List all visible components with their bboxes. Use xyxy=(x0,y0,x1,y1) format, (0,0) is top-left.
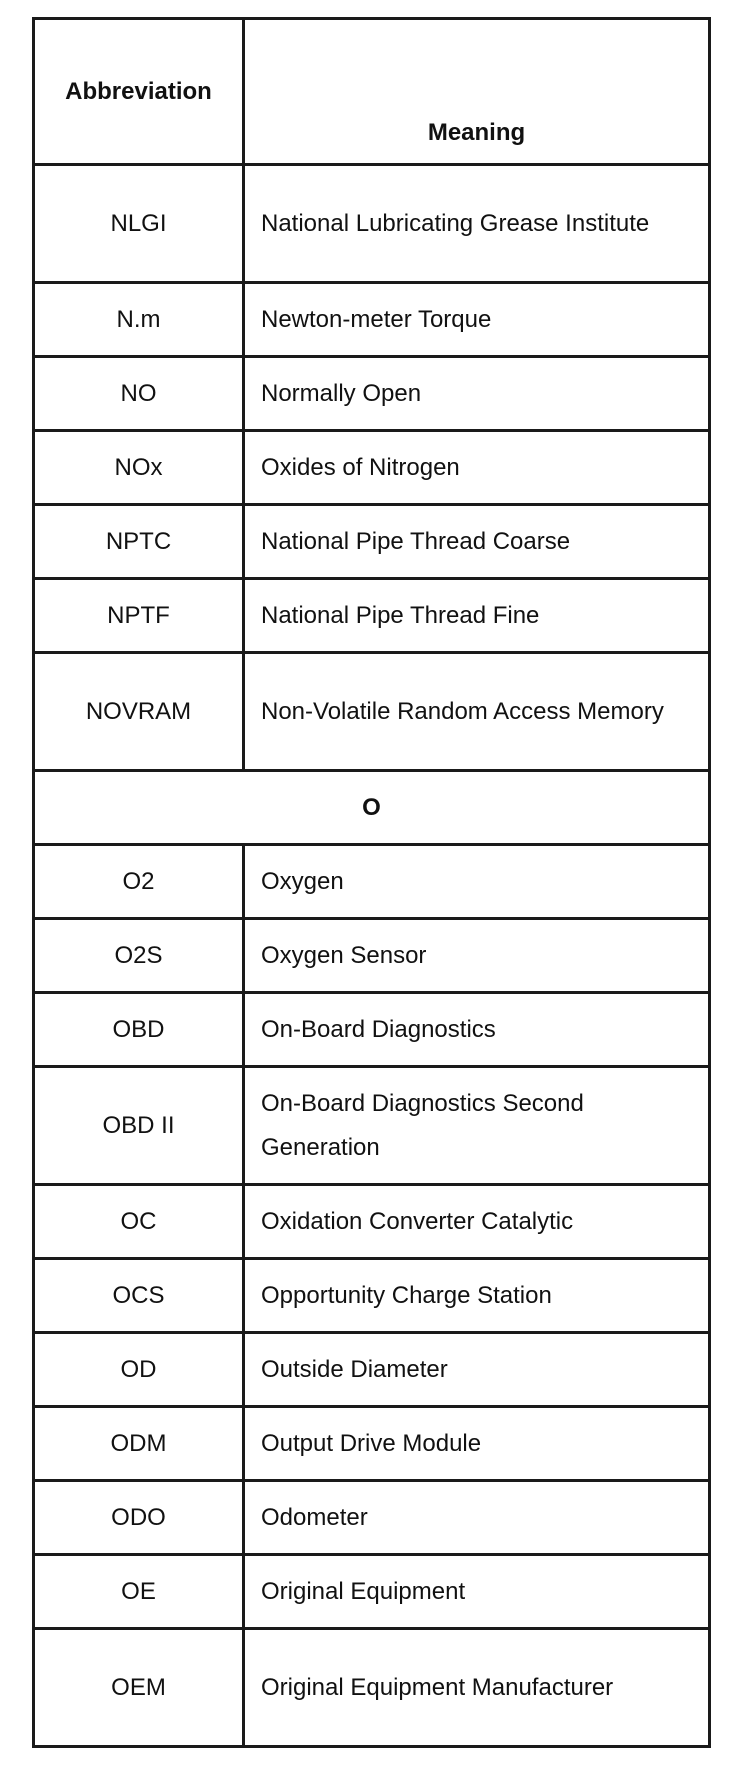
abbr-cell: OCS xyxy=(34,1259,244,1333)
table-row xyxy=(34,283,710,357)
abbr-cell: OE xyxy=(34,1555,244,1629)
abbr-cell: NPTC xyxy=(34,505,244,579)
table-row xyxy=(34,505,710,579)
meaning-cell: Output Drive Module xyxy=(244,1407,710,1481)
abbr-cell: N.m xyxy=(34,283,244,357)
meaning-cell: Newton-meter Torque xyxy=(244,283,710,357)
meaning-cell: Normally Open xyxy=(244,357,710,431)
table-row xyxy=(34,919,710,993)
meaning-cell: Oxygen Sensor xyxy=(244,919,710,993)
meaning-cell: Oxidation Converter Catalytic xyxy=(244,1185,710,1259)
table-row xyxy=(34,1067,710,1185)
abbr-cell: NO xyxy=(34,357,244,431)
header-meaning: Meaning xyxy=(244,19,710,165)
meaning-cell: National Pipe Thread Coarse xyxy=(244,505,710,579)
table-row xyxy=(34,357,710,431)
meaning-cell: National Pipe Thread Fine xyxy=(244,579,710,653)
meaning-cell: Original Equipment Manufacturer xyxy=(244,1629,710,1747)
meaning-cell: Non-Volatile Random Access Memory xyxy=(244,653,710,771)
abbr-cell: OBD xyxy=(34,993,244,1067)
meaning-cell: Original Equipment xyxy=(244,1555,710,1629)
table-row xyxy=(34,653,710,771)
header-abbreviation: Abbreviation xyxy=(34,19,244,165)
abbr-cell: NPTF xyxy=(34,579,244,653)
section-header-row xyxy=(34,771,710,845)
section-letter: O xyxy=(34,771,710,845)
table-row xyxy=(34,1185,710,1259)
meaning-cell: On-Board Diagnostics Second Generation xyxy=(244,1067,710,1185)
table-row xyxy=(34,1481,710,1555)
meaning-cell: National Lubricating Grease Institute xyxy=(244,165,710,283)
meaning-cell: Oxygen xyxy=(244,845,710,919)
table-row xyxy=(34,431,710,505)
table-row xyxy=(34,165,710,283)
table-row xyxy=(34,1333,710,1407)
table-row xyxy=(34,1629,710,1747)
abbr-cell: NOx xyxy=(34,431,244,505)
abbr-cell: ODM xyxy=(34,1407,244,1481)
table-row xyxy=(34,1259,710,1333)
table-row xyxy=(34,1555,710,1629)
meaning-cell: Oxides of Nitrogen xyxy=(244,431,710,505)
meaning-cell: Outside Diameter xyxy=(244,1333,710,1407)
abbr-cell: ODO xyxy=(34,1481,244,1555)
abbr-cell: OBD II xyxy=(34,1067,244,1185)
table-row xyxy=(34,993,710,1067)
table-row xyxy=(34,579,710,653)
abbr-cell: O2 xyxy=(34,845,244,919)
table-row xyxy=(34,1407,710,1481)
abbr-cell: OEM xyxy=(34,1629,244,1747)
meaning-cell: Opportunity Charge Station xyxy=(244,1259,710,1333)
abbr-cell: NLGI xyxy=(34,165,244,283)
abbr-cell: OC xyxy=(34,1185,244,1259)
abbr-cell: NOVRAM xyxy=(34,653,244,771)
table-header-row xyxy=(34,19,710,165)
abbr-cell: O2S xyxy=(34,919,244,993)
abbreviations-table xyxy=(32,17,711,1748)
abbr-cell: OD xyxy=(34,1333,244,1407)
meaning-cell: On-Board Diagnostics xyxy=(244,993,710,1067)
meaning-cell: Odometer xyxy=(244,1481,710,1555)
table-row xyxy=(34,845,710,919)
